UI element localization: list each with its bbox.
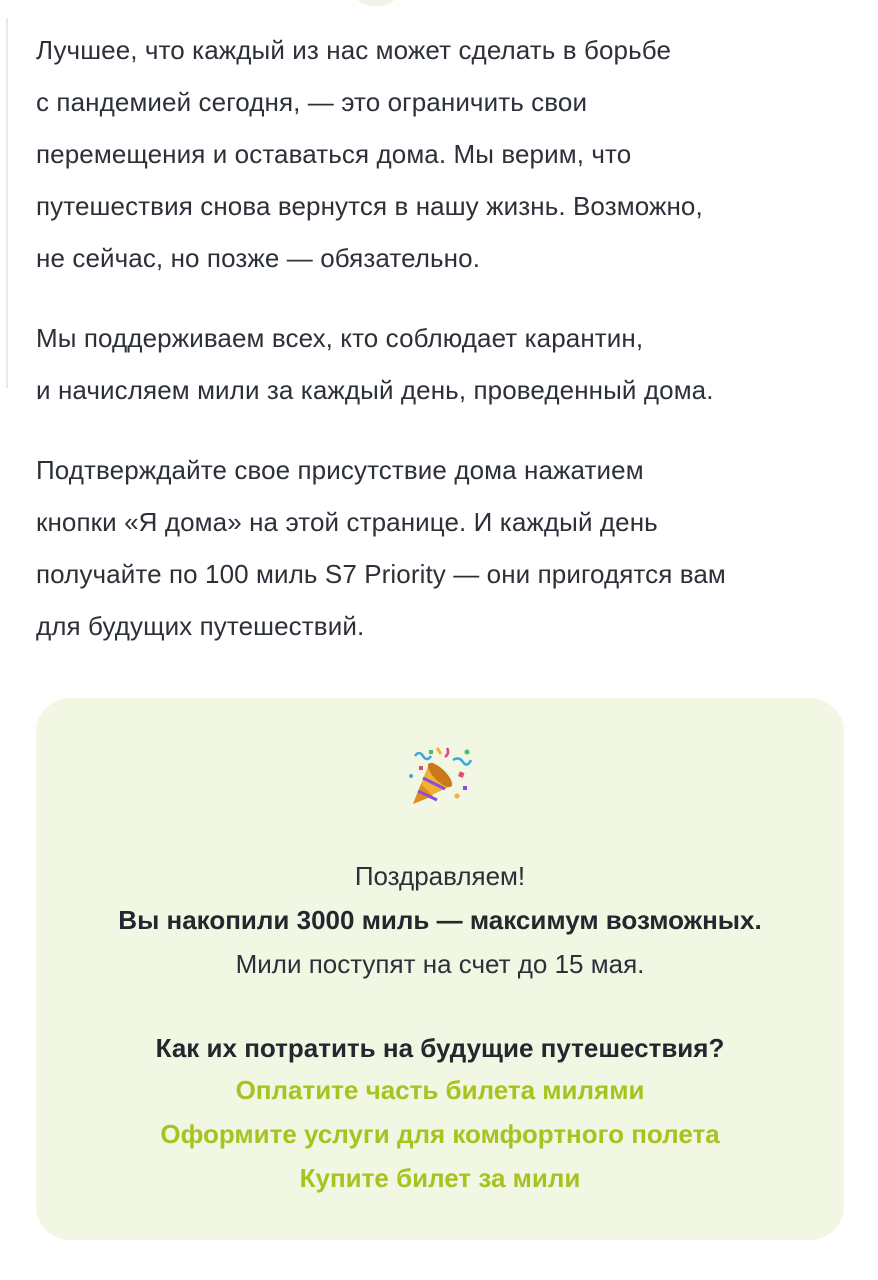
- paragraph-line: и начисляем мили за каждый день, проведенный дома.: [36, 375, 714, 405]
- pay-part-ticket-link[interactable]: Оплатите часть билета милями: [235, 1075, 645, 1105]
- paragraph-line: путешествия снова вернутся в нашу жизнь. Возможно,: [36, 191, 703, 221]
- paragraph-line: Мы поддерживаем всех, кто соблюдает карантин,: [36, 323, 644, 353]
- paragraph-support: [36, 312, 836, 416]
- paragraph-line: для будущих путешествий.: [36, 611, 365, 641]
- left-edge-divider: [6, 18, 8, 388]
- article-text: [36, 24, 836, 680]
- paragraph-line: перемещения и оставаться дома. Мы верим, что: [36, 139, 632, 169]
- congrats-text: Поздравляем!: [354, 861, 526, 891]
- comfort-services-link[interactable]: Оформите услуги для комфортного полета: [160, 1119, 720, 1149]
- paragraph-line: не сейчас, но позже — обязательно.: [36, 243, 481, 273]
- paragraph-line: Подтверждайте свое присутствие дома нажатием: [36, 455, 644, 485]
- paragraph-line: получайте по 100 миль S7 Priority — они пригодятся вам: [36, 559, 726, 589]
- top-decoration: [352, 0, 400, 6]
- paragraph-confirm: [36, 444, 836, 652]
- congrats-card: [36, 698, 844, 1240]
- miles-credit-date: Мили поступят на счет до 15 мая.: [235, 949, 645, 979]
- spend-question: Как их потратить на будущие путешествия?: [155, 1033, 725, 1063]
- paragraph-pandemic: [36, 24, 836, 284]
- paragraph-line: кнопки «Я дома» на этой странице. И каждый день: [36, 507, 658, 537]
- buy-ticket-miles-link[interactable]: Купите билет за мили: [299, 1163, 581, 1193]
- paragraph-line: с пандемией сегодня, — это ограничить свои: [36, 87, 588, 117]
- miles-headline: Вы накопили 3000 миль — максимум возможных.: [118, 905, 762, 935]
- paragraph-line: Лучшее, что каждый из нас может сделать в борьбе: [36, 35, 672, 65]
- party-popper-icon: [407, 742, 473, 808]
